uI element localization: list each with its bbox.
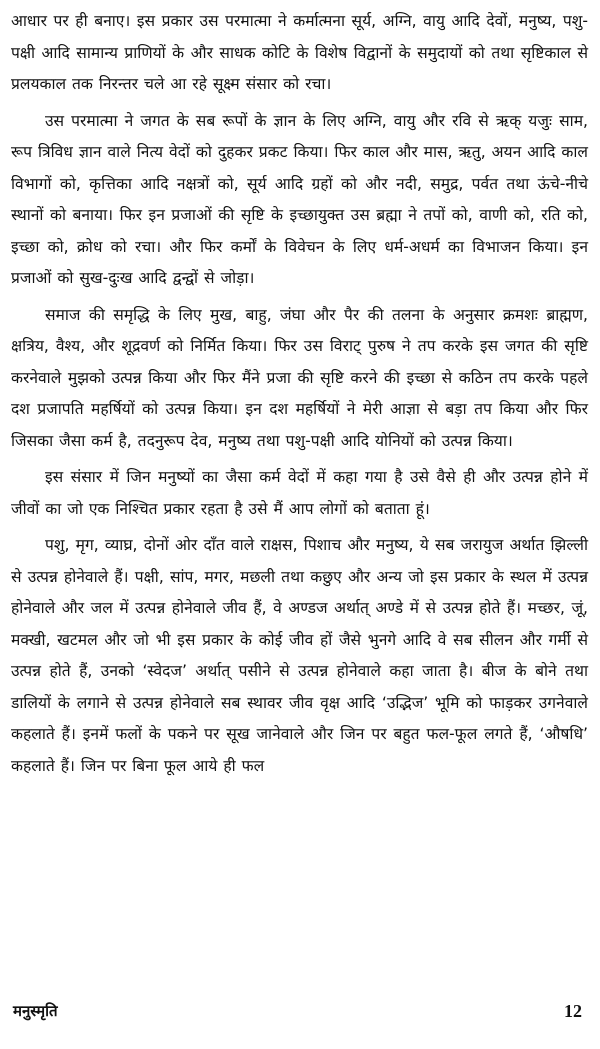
page-content <box>11 6 588 787</box>
paragraph-karma-intro: इस संसार में जिन मनुष्यों का जैसा कर्म वेदों में कहा गया है उसे वैसे ही और उत्पन्न होने में जीवों का जो एक निश्चित प्रकार रहता है उसे मैं आप लोगों को बताता हूं। <box>11 468 588 518</box>
paragraph-origins-of-beings: पशु, मृग, व्याघ्र, दोनों ओर दाँत वाले राक्षस, पिशाच और मनुष्य, ये सब जरायुज अर्थात झिल्ली से उत्पन्न होनेवाले हैं। पक्षी, सांप, मगर, मछली तथा कछुए और अन्य जो इस प्रकार के स्थल में उत्पन्न होनेवाले और जल में उत्पन्न होनेवाले जीव हैं, वे अण्डज अर्थात् अण्डे में से उत्पन्न होते हैं। मच्छर, जूं, मक्खी, खटमल और जो भी इस प्रकार के कोई जीव हों जैसे भुनगे आदि वे सब सीलन और गर्मी से उत्पन्न होते हैं, उनको ‘स्वेदज’ अर्थात् पसीने से उत्पन्न होनेवाले कहा जाता है। बीज के बोने तथा डालियों के लगाने से उत्पन्न होनेवाले सब स्थावर जीव वृक्ष आदि ‘उद्भिज’ भूमि को फाड़कर उगनेवाले कहलाते हैं। इनमें फलों के पकने पर सूख जानेवाले और जिन पर बहुत फल-फूल लगते हैं, ‘औषधि’ कहलाते हैं। जिन पर बिना फूल आये ही फल <box>11 536 588 775</box>
paragraph-continuation: आधार पर ही बनाए। इस प्रकार उस परमात्मा ने कर्मात्मना सूर्य, अग्नि, वायु आदि देवों, मनुष्य, पशु-पक्षी आदि सामान्य प्राणियों के और साधक कोटि के विशेष विद्वानों के समुदायों को तथा सृष्टिकाल से प्रलयकाल तक निरन्तर चले आ रहे सूक्ष्म संसार को रचा। <box>11 12 588 93</box>
footer-book-title: मनुस्मृति <box>13 1002 58 1020</box>
paragraph-varna-creation: समाज की समृद्धि के लिए मुख, बाहु, जंघा और पैर की तलना के अनुसार क्रमशः ब्राह्मण, क्षत्रिय, वैश्य, और शूद्रवर्ण को निर्मित किया। फिर उस विराट् पुरुष ने तप करके इस जगत की सृष्टि करनेवाले मुझको उत्पन्न किया और फिर मैंने प्रजा की सृष्टि करने की इच्छा से कठिन तप करके पहले दश प्रजापति महर्षियों को उत्पन्न किया। इन दश महर्षियों ने मेरी आज्ञा से बड़ा तप किया और फिर जिसका जैसा कर्म है, तदनुरूप देव, मनुष्य तथा पशु-पक्षी आदि योनियों को उत्पन्न किया। <box>11 305 588 450</box>
page-footer <box>13 998 582 1024</box>
footer-page-number: 12 <box>564 1000 582 1021</box>
paragraph-vedas-creation: उस परमात्मा ने जगत के सब रूपों के ज्ञान के लिए अग्नि, वायु और रवि से ऋक् यजुः साम, रूप त्रिविध ज्ञान वाले नित्य वेदों को दुहकर प्रकट किया। फिर काल और मास, ऋतु, अयन आदि काल विभागों को, कृत्तिका आदि नक्षत्रों को, सूर्य आदि ग्रहों को और नदी, समुद्र, पर्वत तथा ऊंचे-नीचे स्थानों को बनाया। फिर इन प्रजाओं की सृष्टि के इच्छायुक्त उस ब्रह्मा ने तपों को, वाणी को, रति को, इच्छा को, क्रोध को रचा। और फिर कर्मों के विवेचन के लिए धर्म-अधर्म का विभाजन किया। इन प्रजाओं को सुख-दुःख आदि द्वन्द्वों से जोड़ा। <box>11 111 588 287</box>
